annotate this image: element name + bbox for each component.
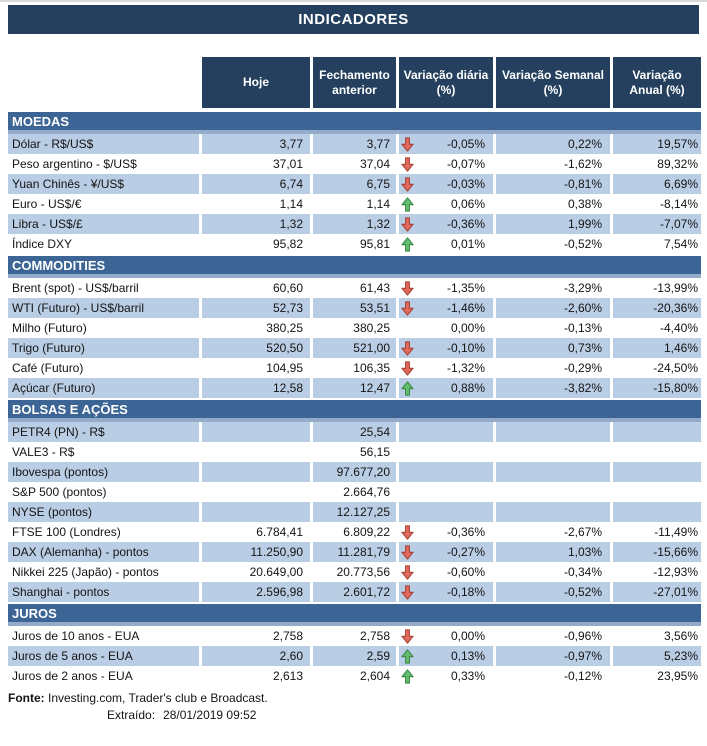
fechamento-value: 6,75 bbox=[313, 174, 396, 194]
variacao-diaria-cell bbox=[399, 482, 493, 502]
table-row bbox=[8, 134, 701, 154]
variacao-diaria-cell bbox=[399, 234, 493, 254]
section-header-juros bbox=[8, 604, 701, 626]
red-down-arrow-icon bbox=[401, 137, 414, 152]
hoje-value: 6.784,41 bbox=[202, 522, 310, 542]
table-row bbox=[8, 582, 701, 602]
row-label: Nikkei 225 (Japão) - pontos bbox=[8, 562, 199, 582]
hoje-value: 6,74 bbox=[202, 174, 310, 194]
row-label: FTSE 100 (Londres) bbox=[8, 522, 199, 542]
table-row bbox=[8, 562, 701, 582]
row-label: DAX (Alemanha) - pontos bbox=[8, 542, 199, 562]
variacao-semanal-value: -2,67% bbox=[496, 522, 610, 542]
red-down-arrow-icon bbox=[401, 157, 414, 172]
variacao-semanal-value: -3,29% bbox=[496, 278, 610, 298]
fechamento-value: 521,00 bbox=[313, 338, 396, 358]
row-label: Milho (Futuro) bbox=[8, 318, 199, 338]
variacao-diaria-cell bbox=[399, 626, 493, 646]
variacao-anual-value: -20,36% bbox=[613, 298, 701, 318]
variacao-anual-value: -8,14% bbox=[613, 194, 701, 214]
variacao-diaria-value: 0,88% bbox=[450, 381, 485, 395]
column-header-variacao-diaria: Variação diária (%) bbox=[399, 57, 493, 108]
red-down-arrow-icon bbox=[401, 629, 414, 644]
extracted-line bbox=[8, 707, 707, 724]
variacao-diaria-value: -1,35% bbox=[446, 281, 485, 295]
hoje-value: 95,82 bbox=[202, 234, 310, 254]
red-down-arrow-icon bbox=[401, 301, 414, 316]
table-row bbox=[8, 278, 701, 298]
table-row bbox=[8, 234, 701, 254]
variacao-diaria-cell bbox=[399, 298, 493, 318]
variacao-semanal-value: 0,22% bbox=[496, 134, 610, 154]
variacao-anual-value: 19,57% bbox=[613, 134, 701, 154]
variacao-semanal-value: -3,82% bbox=[496, 378, 610, 398]
source-line bbox=[8, 690, 707, 707]
variacao-anual-value: 1,46% bbox=[613, 338, 701, 358]
row-label: WTI (Futuro) - US$/barril bbox=[8, 298, 199, 318]
fechamento-value: 2.601,72 bbox=[313, 582, 396, 602]
variacao-semanal-value: -0,96% bbox=[496, 626, 610, 646]
table-row bbox=[8, 502, 701, 522]
variacao-diaria-value: -0,36% bbox=[446, 525, 485, 539]
column-header-fechamento-anterior: Fechamento anterior bbox=[313, 57, 396, 108]
fechamento-value: 2,758 bbox=[313, 626, 396, 646]
variacao-diaria-value: -1,32% bbox=[446, 361, 485, 375]
variacao-anual-value bbox=[613, 482, 701, 502]
fechamento-value: 61,43 bbox=[313, 278, 396, 298]
section-title: COMMODITIES bbox=[12, 257, 106, 273]
variacao-diaria-value: -0,10% bbox=[446, 341, 485, 355]
row-label: Brent (spot) - US$/barril bbox=[8, 278, 199, 298]
red-down-arrow-icon bbox=[401, 217, 414, 232]
hoje-value: 2.596,98 bbox=[202, 582, 310, 602]
variacao-anual-value: -24,50% bbox=[613, 358, 701, 378]
fechamento-value: 25,54 bbox=[313, 422, 396, 442]
fechamento-value: 106,35 bbox=[313, 358, 396, 378]
red-down-arrow-icon bbox=[401, 545, 414, 560]
variacao-anual-value: 23,95% bbox=[613, 666, 701, 686]
row-label: PETR4 (PN) - R$ bbox=[8, 422, 199, 442]
table-body bbox=[0, 112, 707, 686]
row-label: Peso argentino - $/US$ bbox=[8, 154, 199, 174]
hoje-value: 2,758 bbox=[202, 626, 310, 646]
fechamento-value: 11.281,79 bbox=[313, 542, 396, 562]
table-row bbox=[8, 542, 701, 562]
variacao-semanal-value: -0,52% bbox=[496, 582, 610, 602]
variacao-diaria-cell bbox=[399, 562, 493, 582]
red-down-arrow-icon bbox=[401, 281, 414, 296]
variacao-diaria-value: -0,27% bbox=[446, 545, 485, 559]
variacao-diaria-cell bbox=[399, 278, 493, 298]
variacao-anual-value: 3,56% bbox=[613, 626, 701, 646]
hoje-value: 1,32 bbox=[202, 214, 310, 234]
hoje-value: 52,73 bbox=[202, 298, 310, 318]
variacao-semanal-value: 0,73% bbox=[496, 338, 610, 358]
variacao-diaria-cell bbox=[399, 338, 493, 358]
row-label: VALE3 - R$ bbox=[8, 442, 199, 462]
variacao-diaria-value: -0,07% bbox=[446, 157, 485, 171]
variacao-diaria-cell bbox=[399, 154, 493, 174]
section-header-moedas bbox=[8, 112, 701, 134]
green-up-arrow-icon bbox=[401, 381, 414, 396]
row-label: Juros de 2 anos - EUA bbox=[8, 666, 199, 686]
table-row bbox=[8, 298, 701, 318]
variacao-semanal-value bbox=[496, 442, 610, 462]
hoje-value: 11.250,90 bbox=[202, 542, 310, 562]
section-title: MOEDAS bbox=[12, 113, 70, 129]
extracted-value: 28/01/2019 09:52 bbox=[163, 708, 257, 722]
hoje-value bbox=[202, 442, 310, 462]
fechamento-value: 56,15 bbox=[313, 442, 396, 462]
section-header-bolsas-e-acoes bbox=[8, 400, 701, 422]
footer bbox=[8, 690, 707, 724]
variacao-diaria-cell bbox=[399, 194, 493, 214]
variacao-diaria-value: -0,36% bbox=[446, 217, 485, 231]
variacao-diaria-value: -0,03% bbox=[446, 177, 485, 191]
row-label: Açúcar (Futuro) bbox=[8, 378, 199, 398]
red-down-arrow-icon bbox=[401, 525, 414, 540]
row-label: Shanghai - pontos bbox=[8, 582, 199, 602]
table-row bbox=[8, 338, 701, 358]
variacao-anual-value: 6,69% bbox=[613, 174, 701, 194]
green-up-arrow-icon bbox=[401, 649, 414, 664]
variacao-diaria-cell bbox=[399, 502, 493, 522]
variacao-anual-value: 5,23% bbox=[613, 646, 701, 666]
fechamento-value: 97.677,20 bbox=[313, 462, 396, 482]
hoje-value: 1,14 bbox=[202, 194, 310, 214]
table-row bbox=[8, 154, 701, 174]
variacao-semanal-value bbox=[496, 462, 610, 482]
variacao-anual-value: 7,54% bbox=[613, 234, 701, 254]
fechamento-value: 2,59 bbox=[313, 646, 396, 666]
row-label: Café (Futuro) bbox=[8, 358, 199, 378]
variacao-diaria-cell bbox=[399, 358, 493, 378]
variacao-anual-value: -15,66% bbox=[613, 542, 701, 562]
variacao-semanal-value: -0,13% bbox=[496, 318, 610, 338]
row-label: Euro - US$/€ bbox=[8, 194, 199, 214]
row-label: Juros de 5 anos - EUA bbox=[8, 646, 199, 666]
red-down-arrow-icon bbox=[401, 177, 414, 192]
hoje-value: 2,60 bbox=[202, 646, 310, 666]
hoje-value bbox=[202, 482, 310, 502]
fechamento-value: 53,51 bbox=[313, 298, 396, 318]
fechamento-value: 37,04 bbox=[313, 154, 396, 174]
variacao-diaria-value: 0,33% bbox=[450, 669, 485, 683]
variacao-diaria-value: 0,13% bbox=[450, 649, 485, 663]
variacao-diaria-cell bbox=[399, 522, 493, 542]
variacao-semanal-value bbox=[496, 502, 610, 522]
table-row bbox=[8, 646, 701, 666]
fechamento-value: 2.664,76 bbox=[313, 482, 396, 502]
variacao-diaria-cell bbox=[399, 134, 493, 154]
variacao-diaria-value: -0,05% bbox=[446, 137, 485, 151]
variacao-diaria-value: -0,18% bbox=[446, 585, 485, 599]
column-header-hoje: Hoje bbox=[202, 57, 310, 108]
variacao-diaria-cell bbox=[399, 646, 493, 666]
variacao-semanal-value: -1,62% bbox=[496, 154, 610, 174]
variacao-diaria-cell bbox=[399, 442, 493, 462]
fechamento-value: 95,81 bbox=[313, 234, 396, 254]
variacao-semanal-value: -0,12% bbox=[496, 666, 610, 686]
row-label: Trigo (Futuro) bbox=[8, 338, 199, 358]
fechamento-value: 6.809,22 bbox=[313, 522, 396, 542]
table-row bbox=[8, 422, 701, 442]
hoje-value: 12,58 bbox=[202, 378, 310, 398]
variacao-anual-value: 89,32% bbox=[613, 154, 701, 174]
table-row bbox=[8, 626, 701, 646]
variacao-anual-value: -27,01% bbox=[613, 582, 701, 602]
fechamento-value: 3,77 bbox=[313, 134, 396, 154]
variacao-diaria-cell bbox=[399, 542, 493, 562]
variacao-anual-value: -13,99% bbox=[613, 278, 701, 298]
fechamento-value: 2,604 bbox=[313, 666, 396, 686]
variacao-semanal-value: -0,29% bbox=[496, 358, 610, 378]
variacao-diaria-cell bbox=[399, 318, 493, 338]
fechamento-value: 380,25 bbox=[313, 318, 396, 338]
row-label: Dólar - R$/US$ bbox=[8, 134, 199, 154]
source-text: Investing.com, Trader's club e Broadcast. bbox=[44, 691, 268, 705]
table-row bbox=[8, 214, 701, 234]
fechamento-value: 12.127,25 bbox=[313, 502, 396, 522]
row-label: NYSE (pontos) bbox=[8, 502, 199, 522]
table-row bbox=[8, 482, 701, 502]
fechamento-value: 1,14 bbox=[313, 194, 396, 214]
table-row bbox=[8, 462, 701, 482]
variacao-semanal-value: -0,97% bbox=[496, 646, 610, 666]
variacao-diaria-cell bbox=[399, 214, 493, 234]
variacao-diaria-cell bbox=[399, 666, 493, 686]
row-label: Yuan Chinês - ¥/US$ bbox=[8, 174, 199, 194]
hoje-value: 520,50 bbox=[202, 338, 310, 358]
extracted-label: Extraído: bbox=[107, 708, 156, 722]
row-label: Libra - US$/£ bbox=[8, 214, 199, 234]
variacao-semanal-value: -0,34% bbox=[496, 562, 610, 582]
hoje-value bbox=[202, 422, 310, 442]
variacao-anual-value: -7,07% bbox=[613, 214, 701, 234]
hoje-value bbox=[202, 502, 310, 522]
variacao-semanal-value bbox=[496, 482, 610, 502]
variacao-diaria-value: 0,01% bbox=[450, 237, 485, 251]
variacao-diaria-value: 0,00% bbox=[450, 321, 485, 335]
section-title: JUROS bbox=[12, 605, 57, 621]
top-divider bbox=[0, 0, 707, 2]
table-row bbox=[8, 666, 701, 686]
table-row bbox=[8, 174, 701, 194]
variacao-semanal-value bbox=[496, 422, 610, 442]
variacao-diaria-value: -1,46% bbox=[446, 301, 485, 315]
column-header-variacao-semanal: Variação Semanal (%) bbox=[496, 57, 610, 108]
table-row bbox=[8, 522, 701, 542]
section-header-commodities bbox=[8, 256, 701, 278]
variacao-diaria-cell bbox=[399, 174, 493, 194]
hoje-value: 60,60 bbox=[202, 278, 310, 298]
variacao-diaria-value: 0,00% bbox=[450, 629, 485, 643]
variacao-semanal-value: 1,03% bbox=[496, 542, 610, 562]
row-label: Ibovespa (pontos) bbox=[8, 462, 199, 482]
row-label: Juros de 10 anos - EUA bbox=[8, 626, 199, 646]
variacao-diaria-cell bbox=[399, 378, 493, 398]
hoje-value bbox=[202, 462, 310, 482]
hoje-value: 104,95 bbox=[202, 358, 310, 378]
variacao-anual-value: -11,49% bbox=[613, 522, 701, 542]
variacao-anual-value: -15,80% bbox=[613, 378, 701, 398]
hoje-value: 380,25 bbox=[202, 318, 310, 338]
variacao-anual-value: -12,93% bbox=[613, 562, 701, 582]
fechamento-value: 1,32 bbox=[313, 214, 396, 234]
green-up-arrow-icon bbox=[401, 237, 414, 252]
variacao-semanal-value: 1,99% bbox=[496, 214, 610, 234]
variacao-diaria-cell bbox=[399, 462, 493, 482]
variacao-semanal-value: -0,52% bbox=[496, 234, 610, 254]
section-title: BOLSAS E AÇÕES bbox=[12, 401, 128, 417]
table-row bbox=[8, 318, 701, 338]
green-up-arrow-icon bbox=[401, 669, 414, 684]
hoje-value: 3,77 bbox=[202, 134, 310, 154]
red-down-arrow-icon bbox=[401, 341, 414, 356]
variacao-anual-value bbox=[613, 442, 701, 462]
column-header-variacao-anual: Variação Anual (%) bbox=[613, 57, 701, 108]
fechamento-value: 12,47 bbox=[313, 378, 396, 398]
red-down-arrow-icon bbox=[401, 565, 414, 580]
table-row bbox=[8, 378, 701, 398]
hoje-value: 37,01 bbox=[202, 154, 310, 174]
row-label: S&P 500 (pontos) bbox=[8, 482, 199, 502]
hoje-value: 2,613 bbox=[202, 666, 310, 686]
fechamento-value: 20.773,56 bbox=[313, 562, 396, 582]
variacao-anual-value bbox=[613, 422, 701, 442]
green-up-arrow-icon bbox=[401, 197, 414, 212]
variacao-anual-value bbox=[613, 502, 701, 522]
variacao-diaria-cell bbox=[399, 582, 493, 602]
red-down-arrow-icon bbox=[401, 361, 414, 376]
column-header-spacer bbox=[8, 57, 199, 108]
table-row bbox=[8, 358, 701, 378]
variacao-semanal-value: 0,38% bbox=[496, 194, 610, 214]
variacao-semanal-value: -2,60% bbox=[496, 298, 610, 318]
variacao-anual-value bbox=[613, 462, 701, 482]
page-title: INDICADORES bbox=[8, 5, 699, 34]
red-down-arrow-icon bbox=[401, 585, 414, 600]
variacao-diaria-value: 0,06% bbox=[450, 197, 485, 211]
variacao-anual-value: -4,40% bbox=[613, 318, 701, 338]
table-row bbox=[8, 194, 701, 214]
source-label: Fonte: bbox=[8, 691, 45, 705]
column-header-row bbox=[8, 57, 701, 108]
row-label: Índice DXY bbox=[8, 234, 199, 254]
table-row bbox=[8, 442, 701, 462]
variacao-semanal-value: -0,81% bbox=[496, 174, 610, 194]
variacao-diaria-value: -0,60% bbox=[446, 565, 485, 579]
variacao-diaria-cell bbox=[399, 422, 493, 442]
hoje-value: 20.649,00 bbox=[202, 562, 310, 582]
